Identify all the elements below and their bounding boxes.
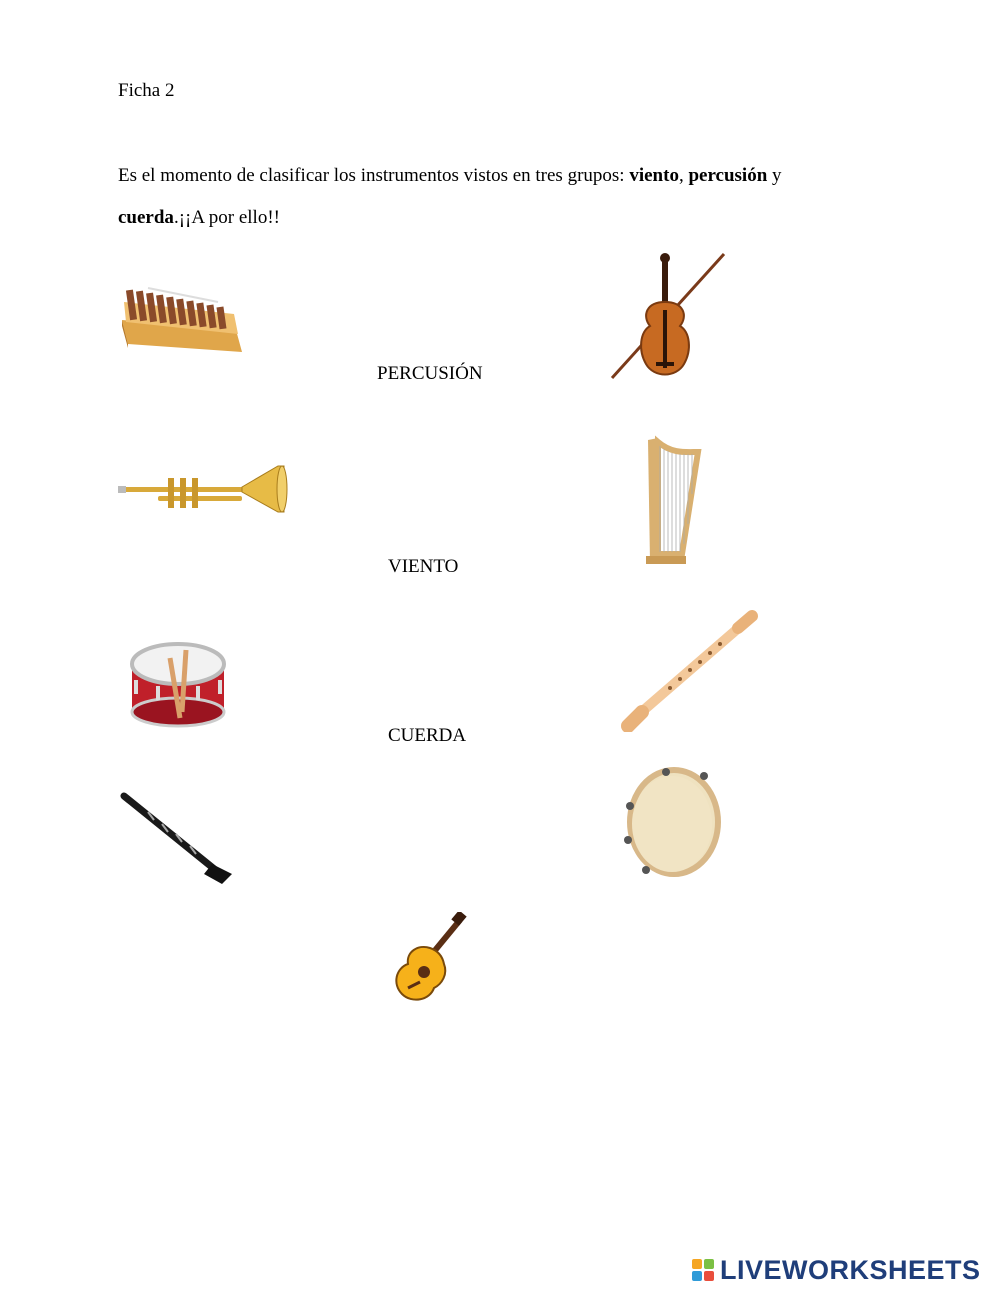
category-viento[interactable]: VIENTO (388, 556, 459, 577)
liveworksheets-logo (692, 1254, 981, 1286)
instruction-line-2 (118, 208, 280, 227)
instruction-line-1 (118, 166, 782, 185)
brand-name: LIVEWORKSHEETS (720, 1254, 981, 1285)
trumpet-icon[interactable] (118, 460, 290, 520)
category-word-cuerda: cuerda (118, 207, 174, 228)
guitar-icon[interactable] (390, 912, 470, 1002)
violin-icon[interactable] (606, 250, 730, 382)
worksheet-title: Ficha 2 (118, 80, 175, 101)
category-percusion[interactable]: PERCUSIÓN (377, 363, 483, 384)
instruction-text: Es el momento de clasificar los instrumentos vistos en tres grupos: (118, 165, 630, 186)
instruction-text: .¡¡A por ello!! (173, 207, 280, 228)
category-word-viento: viento (629, 165, 679, 186)
instruction-text: y (767, 165, 782, 186)
recorder-flute-icon[interactable] (620, 608, 760, 732)
category-word-percusion: percusión (688, 165, 768, 186)
tambourine-icon[interactable] (616, 766, 724, 882)
xylophone-icon[interactable] (118, 282, 246, 354)
category-cuerda[interactable]: CUERDA (388, 725, 467, 746)
separator: , (678, 165, 689, 186)
logo-mark-icon (692, 1259, 714, 1281)
snare-drum-icon[interactable] (126, 636, 230, 730)
clarinet-icon[interactable] (118, 790, 238, 886)
harp-icon[interactable] (638, 434, 702, 566)
